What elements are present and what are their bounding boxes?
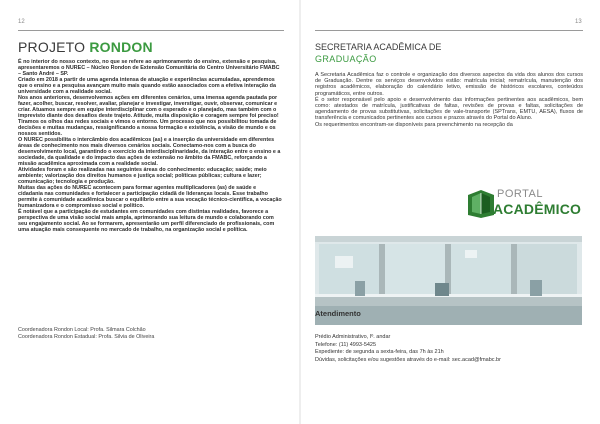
section-title: SECRETARIA ACADÊMICA DE <box>315 42 442 52</box>
email-line: Dúvidas, solicitações e/ou sugestões através do e-mail: sec.acad@fmabc.br <box>315 356 501 363</box>
coordinators <box>18 327 282 341</box>
atendimento-info <box>315 334 583 364</box>
paragraph: Atividades foram e são realizadas nas seguintes áreas do conhecimento: educação; saúde; meio ambiente; valorização dos direitos humanos e justiça social; políticas públicas; cultura e lazer; comunicação; tecnologia e produção. <box>18 167 267 185</box>
paragraph: O NUREC possibilita o intercâmbio dos acadêmicos (as) e a inserção da universidade em diferentes áreas de conhecimento nos mais diversos cenários sociais. Conectamo-nos com a busca do desenvolvimento local, garantindo o exercício da interdisciplinaridade, da interação entre o ensino e a sociedade, da qualidade e do impacto das ações de extensão no âmbito da FMABC, reforçando a missão acadêmica aproximada com a realidade social. <box>18 137 281 167</box>
section-subtitle: GRADUAÇÃO <box>315 54 377 64</box>
paragraph: Criado em 2018 a partir de uma agenda intensa de atuação e experiências acumuladas, aprendemos que o ensino e a pesquisa avançam muito mais quando estão associados com a efetiva interação da universidade com a realidade social. <box>18 77 276 95</box>
body-text-left <box>18 59 282 233</box>
atendimento-title: Atendimento <box>315 309 361 318</box>
address-line: Prédio Administrativo, Iº. andar <box>315 334 391 340</box>
paragraph: É no interior do nosso contexto, no que se refere ao aprimoramento do ensino, extensão e pesquisa, apresentaremos o NUREC – Núcleo Rondon de Extensão Comunitária do Centro Universitário FMABC – Santo André – SP. <box>18 59 280 77</box>
page-number-right: 13 <box>575 19 582 25</box>
page-gutter <box>299 0 301 424</box>
portal-academico-logo <box>466 187 582 219</box>
paragraph: A Secretaria Acadêmica faz o controle e organização dos diversos aspectos da vida dos alunos dos cursos de Graduação. Dentre os serviços desenvolvidos estão: matrícula inicial; rematrícula, manutenção dos registros acadêmicos, elaboração do calendário letivo, emissão de históricos escolares, conteúdos programáticos, entre outros. <box>315 72 583 97</box>
paragraph: Tiramos os olhos das redes sociais e vimos o entorno. Um processo que nos possibilitou tomada de decisões e muitas mudanças, ressignificando a nossa formação e existência, a visão de mundo e os nossos sentidos. <box>18 119 277 137</box>
header-rule-right <box>315 30 583 31</box>
hours-line: Expediente: de segunda a sexta-feira, das 7h às 21h <box>315 349 444 356</box>
paragraph: Os requerimentos encontram-se disponíveis para preenchimento na recepção da <box>315 121 513 128</box>
page-number-left: 12 <box>18 19 25 25</box>
paragraph: É o setor responsável pelo apoio e desenvolvimento das informações pertinentes aos acadêmicos, bem como: atestados de matrícula, justificativas de faltas, revisões de provas e faltas, solicitações de agendamento de provas substitutivas, solicitações de vale-transporte (SPTrans, EMTU, AESA), fluxos de transferência e comunicados pertinentes aos cursos e prazos através do Portal do Aluno. <box>315 96 583 122</box>
book-logo-icon <box>466 187 496 219</box>
coordinator-local: Coordenadora Rondon Local: Profa. Silmara Colchão <box>18 327 146 333</box>
paragraph: Muitas das ações do NUREC acontecem para formar agentes multiplicadores (as) de saúde e cidadania nas comunidades e fortalecer a participação cidadã de lideranças locais. Esse trabalho permite à comunidade acadêmica buscar o equilíbrio entre a sua vocação técnico-científica, a vocação humanizadora e o compromisso social e político. <box>18 185 282 209</box>
page-title-left <box>18 39 153 55</box>
body-text-right <box>315 72 583 128</box>
logo-text-bottom: ACADÊMICO <box>493 201 582 217</box>
title-prefix: PROJETO <box>18 39 86 55</box>
header-rule-left <box>18 30 284 31</box>
coordinator-state: Coordenadora Rondon Estadual: Profa. Silvia de Oliveira <box>18 334 155 340</box>
logo-text-top: PORTAL <box>497 188 543 200</box>
paragraph: É notável que a participação de estudantes em comunidades com distintas realidades, favorece a perspectiva de uma visão social mais ampla, aprimorando sua leitura de mundo e colaborando com seu engajamento social. Ao se formarem, apresentarão um perfil diferenciado de profissionais, com uma atuação mais consequente no mercado de trabalho, na organização social e política. <box>18 209 275 233</box>
phone-line: Telefone: (11) 4993-5425 <box>315 341 377 348</box>
paragraph: Nos anos anteriores, desenvolvemos ações em diferentes cenários, uma imensa agenda pautada por fazer, acolher, buscar, resolver, avaliar, planejar e investigar, inverstigar, ouvir, observar, comunicar e criar. Atuamos sempre em equipe interdisciplinar com o esperado e o planejado, mas também com o imprevisto diante dos desafios deste trajeto. Atitude, muita disposição e coragem sempre foi preciso! <box>18 95 279 119</box>
title-highlight: RONDON <box>89 39 153 55</box>
